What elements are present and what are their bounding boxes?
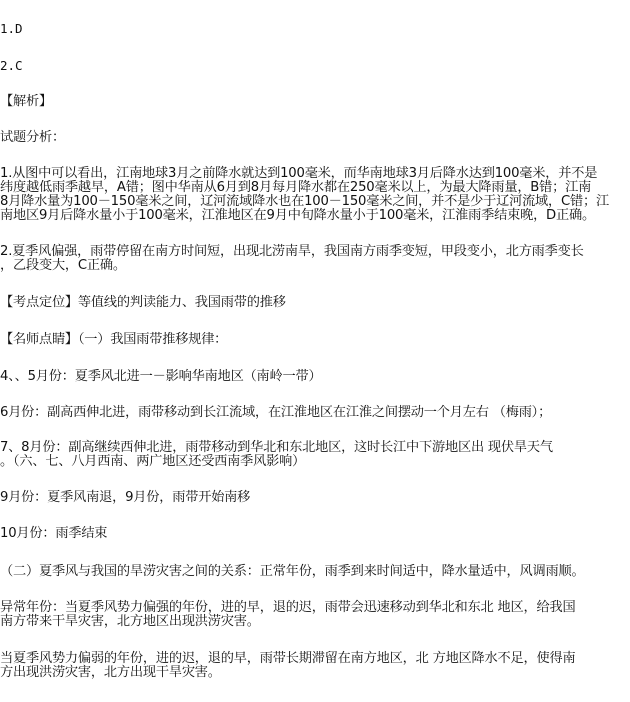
section2-heading: （二）夏季风与我国的旱涝灾害之间的关系：正常年份，雨季到来时间适中，降水量适中，风调雨顺。 [0,564,585,579]
mingshi-april-may: 4、、5月份：夏季风北进一－影响华南地区（南岭一带） [0,369,322,384]
section2-weak-line: 方出现洪涝灾害，北方出现干旱灾害。 [0,665,221,680]
analysis-p1-line: 纬度越低雨季越早，A错；图中华南从6月到8月每月降水都在250毫米以上，为最大降雨量，B错；江南 [0,180,592,195]
analysis-heading: 【解析】 [0,94,52,109]
mingshi-heading: 【名师点睛】（一）我国雨带推移规律： [0,332,228,347]
analysis-p1-line: 南地区9月后降水量小于100毫米，江淮地区在9月中旬降水量小于100毫米，江淮雨季结束晚，D正确。 [0,208,595,223]
analysis-intro: 试题分析： [0,130,65,145]
kaodian-line: 【考点定位】等值线的判读能力、我国雨带的推移 [0,295,286,310]
analysis-p1-line: 1.从图中可以看出，江南地球3月之前降水就达到100毫米，而华南地球3月后降水达到100毫米，并不是 [0,166,598,181]
section2-abnormal-line: 南方带来干旱灾害，北方地区出现洪涝灾害。 [0,614,260,629]
analysis-p1-line: 8月降水量为100－150毫米之间，辽河流域降水也在100－150毫米之间，并不是少于辽河流域，C错；江 [0,194,610,209]
mingshi-july-august: 7、8月份：副高继续西伸北进，雨带移动到华北和东北地区，这时长江中下游地区出 现伏旱天气 [0,440,553,455]
section2-abnormal-line: 异常年份：当夏季风势力偏强的年份，进的早，退的迟，雨带会迅速移动到华北和东北 地区，给我国 [0,600,576,615]
section2-weak-line: 当夏季风势力偏弱的年份，进的迟，退的早，雨带长期滞留在南方地区，北 方地区降水不足，使得南 [0,651,576,666]
mingshi-september: 9月份：夏季风南退，9月份，雨带开始南移 [0,490,251,505]
mingshi-june: 6月份：副高西伸北进，雨带移动到长江流域，在江淮地区在江淮之间摆动一个月左右 （梅雨）； [0,405,552,420]
analysis-p2-line: ，乙段变大，C正确。 [0,258,126,273]
analysis-p2-line: 2.夏季风偏强，雨带停留在南方时间短，出现北涝南旱，我国南方雨季变短，甲段变小，北方雨季变长 [0,244,584,259]
answer-1: 1.D [0,21,23,36]
answer-2: 2.C [0,58,23,73]
mingshi-july-august: 。（六、七、八月西南、两广地区还受西南季风影响） [0,454,306,469]
mingshi-october: 10月份：雨季结束 [0,526,108,541]
